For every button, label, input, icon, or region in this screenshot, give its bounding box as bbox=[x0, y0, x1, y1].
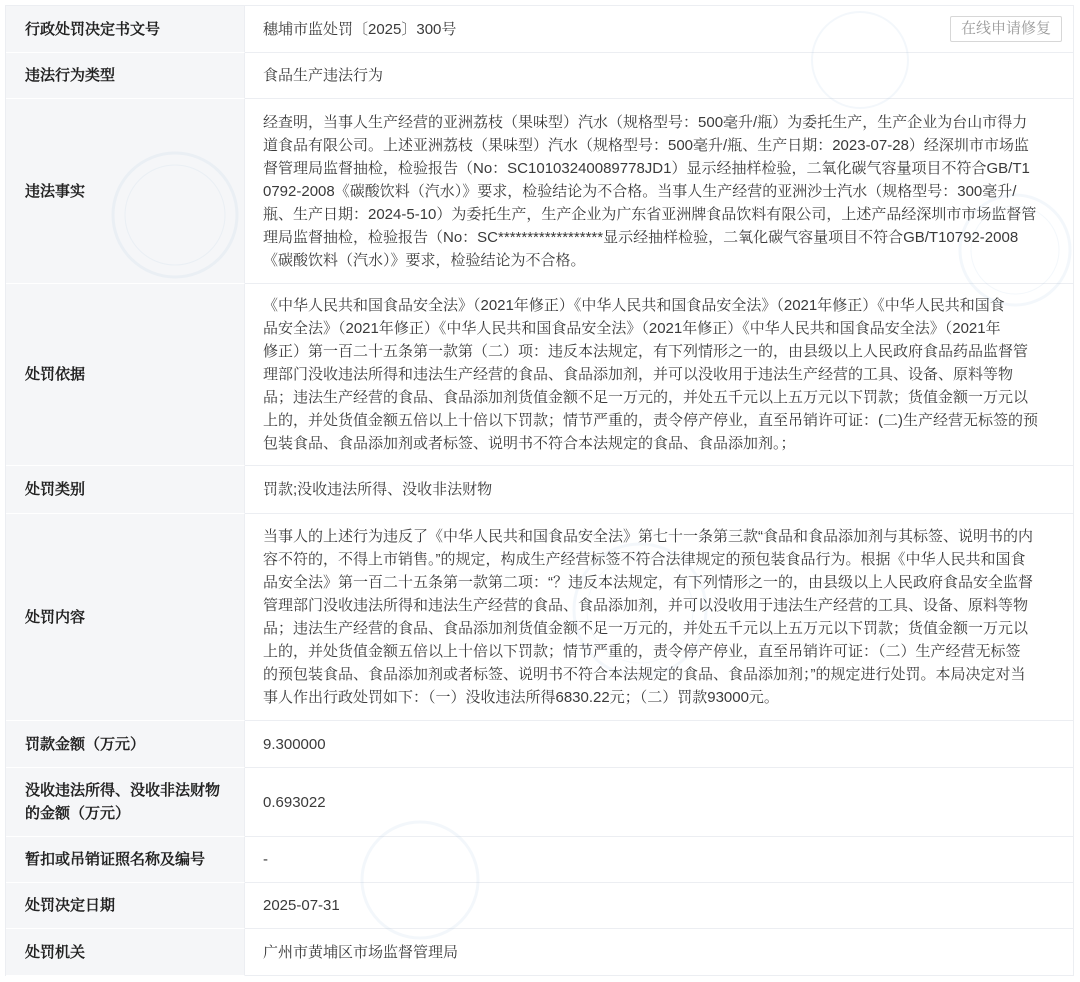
violation-type-value: 食品生产违法行为 bbox=[263, 67, 384, 84]
text-line: 品；违法生产经营的食品、食品添加剂货值金额不足一万元的，并处五千元以上五万元以下罚款；货值金额一万元以 bbox=[263, 389, 1029, 406]
table-row-penalty-content bbox=[6, 514, 1073, 721]
field-value bbox=[245, 53, 1073, 99]
fine-amount-value: 9.300000 bbox=[263, 735, 326, 753]
field-value bbox=[245, 883, 1073, 929]
field-value bbox=[245, 514, 1073, 721]
field-label-text: 暂扣或吊销证照名称及编号 bbox=[25, 851, 206, 868]
license-revocation-value: - bbox=[263, 851, 268, 868]
field-value bbox=[245, 768, 1073, 837]
field-label bbox=[6, 721, 245, 768]
text-line: 理部门没收违法所得和违法生产经营的食品、食品添加剂，并可以没收用于违法生产经营的工具、设备、原料等物 bbox=[263, 366, 1014, 383]
table-row-penalty-category bbox=[6, 466, 1073, 514]
field-value bbox=[245, 721, 1073, 768]
penalty-category-value: 罚款;没收违法所得、没收非法财物 bbox=[263, 481, 493, 498]
field-label-text: 罚款金额（万元） bbox=[25, 735, 146, 753]
text-line: 事人作出行政处罚如下：（一）没收违法所得6830.22元；（二）罚款93000元。 bbox=[263, 689, 779, 706]
text-line: 品安全法》第一百二十五条第一款第二项：“？违反本法规定，有下列情形之一的，由县级以上人民政府食品安全监督 bbox=[263, 574, 1034, 591]
label-line: 没收违法所得、没收非法财物 bbox=[25, 782, 221, 799]
field-label-text: 处罚依据 bbox=[25, 366, 86, 383]
decision-date-value: 2025-07-31 bbox=[263, 897, 340, 914]
text-line: 修正）第一百二十五条第一款第（二）项：违反本法规定，有下列情形之一的，由县级以上人民政府食品药品监督管 bbox=[263, 343, 1029, 360]
text-line: 上的，并处货值金额五倍以上十倍以下罚款；情节严重的，责令停产停业，直至吊销许可证：(二)生产经营无标签的预 bbox=[263, 412, 1038, 429]
penalty-info-table bbox=[5, 5, 1074, 976]
table-row-confiscation-amount bbox=[6, 768, 1073, 837]
text-line: 品；违法生产经营的食品、食品添加剂货值金额不足一万元的，并处五千元以上五万元以下罚款；货值金额一万元以 bbox=[263, 620, 1029, 637]
text-line: 《中华人民共和国食品安全法》（2021年修正）《中华人民共和国食品安全法》（2021年修正）《中华人民共和国食 bbox=[263, 297, 1005, 314]
field-label-text: 处罚机关 bbox=[25, 943, 86, 961]
violation-facts-text bbox=[263, 111, 1036, 272]
field-label bbox=[6, 929, 245, 976]
field-value bbox=[245, 466, 1073, 514]
text-line: 0792-2008《碳酸饮料（汽水）》要求，检验结论为不合格。当事人生产经营的亚洲沙士汽水（规格型号：300毫升/ bbox=[263, 182, 1017, 200]
field-label-text: 处罚类别 bbox=[25, 481, 86, 498]
text-line: 瓶、生产日期：2024-5-10）为委托生产，生产企业为广东省亚洲牌食品饮料有限公司，上述产品经深圳市市场监督管 bbox=[263, 205, 1037, 223]
field-value bbox=[245, 6, 1073, 53]
table-row-penalty-basis bbox=[6, 284, 1073, 466]
field-label-text bbox=[25, 779, 220, 825]
text-line: 当事人的上述行为违反了《中华人民共和国食品安全法》第七十一条第三款“食品和食品添加剂与其标签、说明书的内 bbox=[263, 528, 1034, 545]
text-line: 包装食品、食品添加剂或者标签、说明书不符合本法规定的食品、食品添加剂。； bbox=[263, 435, 796, 452]
field-label bbox=[6, 284, 245, 466]
field-label bbox=[6, 514, 245, 721]
text-line: 容不符的，不得上市销售。”的规定，构成生产经营标签不符合法律规定的预包装食品行为。根据《中华人民共和国食 bbox=[263, 551, 1026, 568]
table-row-violation-facts bbox=[6, 99, 1073, 284]
decision-number-value: 穗埔市监处罚〔2025〕300号 bbox=[263, 20, 457, 38]
field-label-text: 违法行为类型 bbox=[25, 67, 116, 84]
table-row-fine-amount bbox=[6, 721, 1073, 768]
text-line: 道食品有限公司。上述亚洲荔枝（果味型）汽水（规格型号：500毫升/瓶、生产日期：2023-07-28）经深圳市市场监 bbox=[263, 136, 1029, 154]
field-label bbox=[6, 53, 245, 99]
table-row-penalty-authority bbox=[6, 929, 1073, 976]
field-label-text: 违法事实 bbox=[25, 182, 86, 200]
text-line: 督管理局监督抽检，检验报告（No：SC10103240089778JD1）显示经抽样检验，二氧化碳气容量项目不符合GB/T1 bbox=[263, 159, 1030, 177]
text-line: 的预包装食品、食品添加剂或者标签、说明书不符合本法规定的食品、食品添加剂；”的规定进行处罚。本局决定对当 bbox=[263, 666, 1026, 683]
penalty-basis-text bbox=[263, 294, 1038, 455]
field-label bbox=[6, 768, 245, 837]
text-line: 管理部门没收违法所得和违法生产经营的食品、食品添加剂，并可以没收用于违法生产经营的工具、设备、原料等物 bbox=[263, 597, 1029, 614]
field-label-text: 行政处罚决定书文号 bbox=[25, 20, 161, 38]
field-label bbox=[6, 6, 245, 53]
label-line: 的金额（万元） bbox=[25, 805, 131, 822]
field-value bbox=[245, 284, 1073, 466]
text-line: 《碳酸饮料（汽水）》要求，检验结论为不合格。 bbox=[263, 251, 586, 269]
field-label bbox=[6, 466, 245, 514]
field-value bbox=[245, 837, 1073, 883]
field-value bbox=[245, 99, 1073, 284]
field-label bbox=[6, 99, 245, 284]
text-line: 上的，并处货值金额五倍以上十倍以下罚款；情节严重的，责令停产停业，直至吊销许可证：（二）生产经营无标签 bbox=[263, 643, 1021, 660]
table-row-decision-number bbox=[6, 6, 1073, 53]
field-label-text: 处罚决定日期 bbox=[25, 897, 116, 914]
penalty-content-text bbox=[263, 525, 1033, 709]
field-label bbox=[6, 883, 245, 929]
field-label-text: 处罚内容 bbox=[25, 608, 86, 626]
table-row-decision-date bbox=[6, 883, 1073, 929]
apply-repair-button[interactable]: 在线申请修复 bbox=[950, 16, 1062, 42]
field-label bbox=[6, 837, 245, 883]
penalty-authority-value: 广州市黄埔区市场监督管理局 bbox=[263, 943, 459, 961]
text-line: 品安全法》（2021年修正）《中华人民共和国食品安全法》（2021年修正）《中华人民共和国食品安全法》（2021年 bbox=[263, 320, 1001, 337]
text-line: 理局监督抽检，检验报告（No：SC******************显示经抽样检验，二氧化碳气容量项目不符合GB/T10792-2008 bbox=[263, 228, 1019, 246]
text-line: 经查明，当事人生产经营的亚洲荔枝（果味型）汽水（规格型号：500毫升/瓶）为委托生产，生产企业为台山市得力 bbox=[263, 113, 1028, 131]
table-row-license-revocation bbox=[6, 837, 1073, 883]
confiscation-amount-value: 0.693022 bbox=[263, 793, 326, 811]
field-value bbox=[245, 929, 1073, 976]
table-row-violation-type bbox=[6, 53, 1073, 99]
